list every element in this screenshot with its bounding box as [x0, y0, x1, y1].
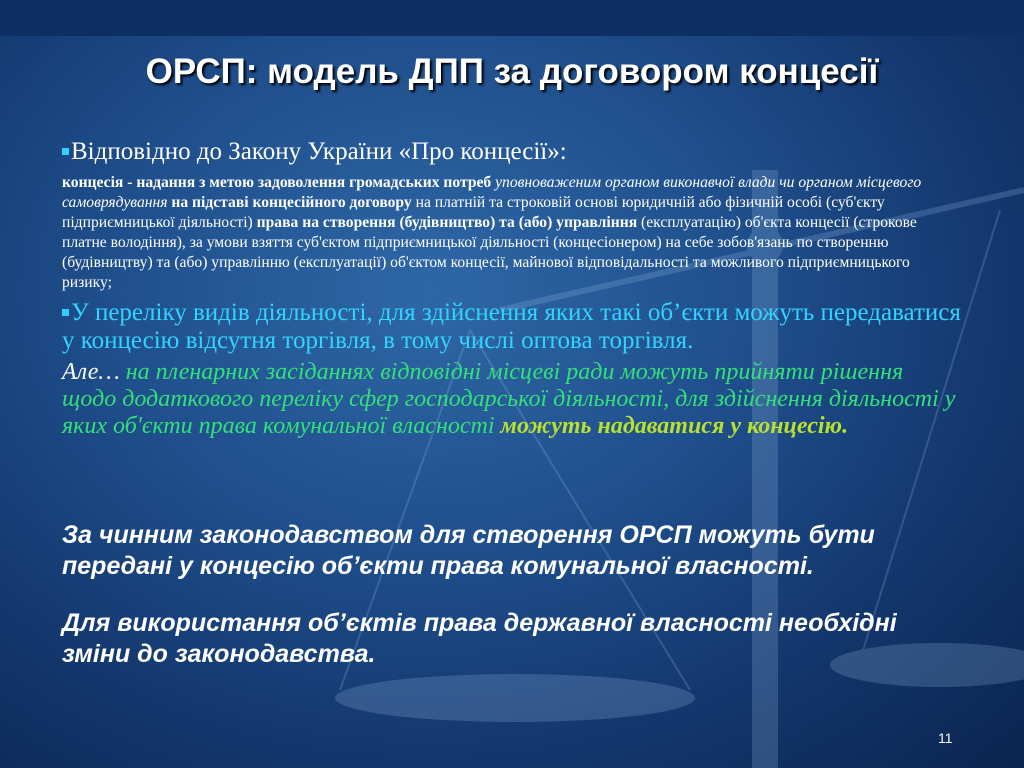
- state-property-statement: Для використання об’єктів права державної власності необхідні зміни до законодавства.: [62, 609, 897, 668]
- definition-part-1: концесія - надання з метою задоволення громадських потреб: [62, 174, 492, 191]
- communal-property-statement: За чинним законодавством для створення ОРСП можуть бути передані у концесію об’єкти права комунальної власності.: [62, 521, 875, 580]
- definition-part-3: на підставі концесійного договору: [167, 194, 412, 211]
- square-bullet-icon: [62, 309, 69, 316]
- concession-definition: [62, 173, 962, 293]
- slide-title: ОРСП: модель ДПП за договором концесії: [145, 52, 879, 91]
- local-councils-text: на пленарних засіданнях відповідні місцеві ради можуть прийняти рішення щодо додаткового переліку сфер господарської діяльності, для здійснення діяльності у яких об'єкти права комунальної власності: [62, 359, 956, 439]
- law-reference-paragraph: [62, 137, 962, 167]
- top-band: [0, 0, 1024, 36]
- but-label: Але…: [62, 359, 120, 385]
- slide-content: [62, 137, 962, 440]
- local-councils-conclusion: можуть надаватися у концесію.: [500, 413, 849, 439]
- square-bullet-icon: [62, 148, 69, 155]
- page-number: 11: [938, 730, 953, 746]
- definition-part-5: права на створення (будівництво) та (або) управління: [252, 214, 638, 231]
- law-reference-text: Відповідно до Закону України «Про концесії»:: [71, 138, 567, 165]
- trade-exclusion-text: У переліку видів діяльності, для здійснення яких такі об’єкти можуть передаватися у концесію відсутня торгівля, в тому числі оптова торгівля.: [62, 299, 961, 354]
- definition-part-4: на платній та строковій основі юридичній або фізичній особі (суб'єкту підприємницької діяльності): [62, 194, 885, 231]
- local-councils-paragraph: [62, 359, 962, 440]
- trade-exclusion-paragraph: [62, 299, 962, 355]
- definition-part-6: (експлуатацію) об'єкта концесії (строкове платне володіння), за умови взяття суб'єктом підприємницької діяльності (концесіонером) на себе зобов'язань по створенню (будівництву) та (або) управлінню (експлуатації) об'єктом концесії, майнової відповідальності та можливого підприємницького ризику;: [62, 214, 917, 291]
- definition-part-2: уповноваженим органом виконавчої влади чи органом місцевого самоврядування: [62, 174, 922, 211]
